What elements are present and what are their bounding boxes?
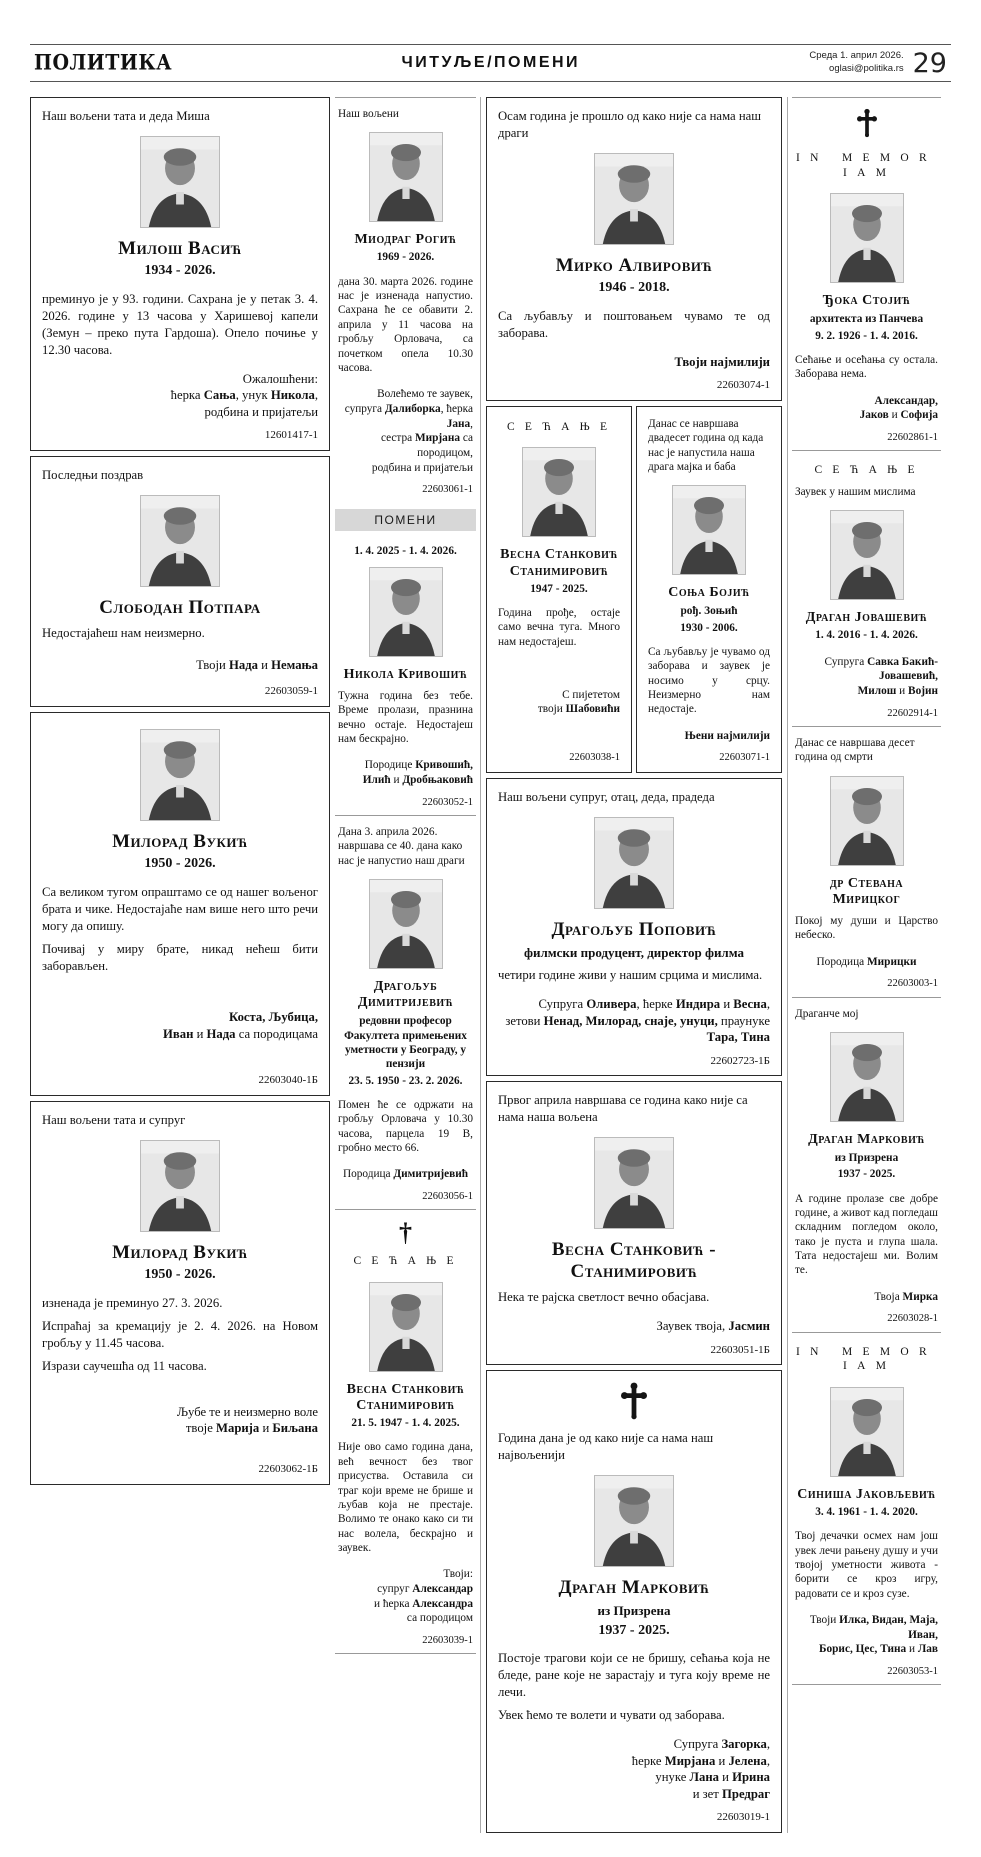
life-dates: 1946 - 2018.: [598, 279, 670, 295]
deceased-name: Соња Бојић: [668, 585, 750, 601]
obituary-column-4: [787, 97, 941, 1833]
notice-id: 22603056-1: [422, 1191, 473, 1203]
obituary-notice: [335, 1209, 476, 1654]
deceased-subtitle: рођ. Зоњић: [680, 605, 738, 618]
issue-date: Среда 1. април 2026.: [809, 50, 904, 62]
obituary-text: Тужна година без тебе. Време пролази, празнина вечно остаје. Недостајеш нам бескрајно.: [338, 689, 473, 746]
obituary-notice: [792, 997, 941, 1332]
notice-id: 22603062-1Б: [258, 1463, 318, 1476]
mourners-signature: С пијететом твоји Шабовићи: [537, 688, 620, 716]
portrait-photo: [522, 447, 596, 537]
obituary-notice: [486, 97, 782, 401]
mourners-signature: Породица Димитријевић: [342, 1168, 469, 1181]
portrait-photo: [594, 1137, 674, 1229]
deceased-subtitle: из Призрена: [834, 1152, 899, 1165]
obituary-notice: [792, 97, 941, 450]
section-label: I N M E M O R I A M: [796, 152, 937, 179]
portrait-photo: [140, 136, 220, 228]
portrait-photo: [672, 485, 746, 575]
portrait-photo: [830, 776, 904, 866]
portrait-photo: [369, 567, 443, 657]
portrait-photo: [369, 132, 443, 222]
deceased-name: др Стевана Мирицког: [829, 875, 904, 907]
obituary-notice: [636, 406, 782, 773]
obituary-pair-row: [486, 406, 782, 773]
life-dates: 1969 - 2026.: [376, 251, 435, 264]
life-dates: 1950 - 2026.: [144, 1266, 216, 1282]
life-dates: 1937 - 2025.: [837, 1168, 896, 1181]
notice-id: 22603051-1Б: [710, 1343, 770, 1356]
obituary-text: Са љубављу је чувамо од заборава и заувек је носимо у срцу. Неизмерно нам недостаје.: [648, 646, 770, 716]
obituary-text: Са великом тугом опраштамо се од нашег вољеног брата и чике. Недостајаће нам више него што речи могу да опишу. Почивај у миру брате, никад нећеш бити заборављен.: [42, 884, 318, 973]
cross-icon: [498, 1382, 770, 1425]
notice-id: 22603003-1: [887, 978, 938, 990]
notice-id: 22603053-1: [887, 1666, 938, 1678]
obituary-notice: [486, 778, 782, 1077]
obituary-notice: [30, 712, 330, 1096]
mourners-signature: Заувек твоја, Јасмин: [656, 1319, 770, 1334]
deceased-name: Синиша Јаковљевић: [797, 1486, 936, 1502]
header-meta-block: [809, 48, 947, 79]
notice-id: 22603061-1: [422, 484, 473, 496]
notice-id: 22603019-1: [716, 1811, 770, 1824]
mourners-signature: Твоји Нада и Немања: [196, 657, 318, 672]
mourners-signature: Њени најмилији: [684, 729, 770, 742]
deceased-name: Драган Јовашевић: [805, 610, 928, 626]
contact-email: oglasi@politika.rs: [829, 63, 904, 74]
dedication-intro: Данас се навршава двадесет година од када нас је напустила наша драга мајка и баба: [648, 417, 764, 473]
mourners-signature: Супруга Загорка, ћерке Мирјана и Јелена, унуке Лана и Ирина и зет Предраг: [631, 1737, 770, 1801]
obituary-text: Сећање и осећања су остала. Заборава нема.: [795, 353, 938, 381]
mourners-signature: Волећемо те заувек, супруга Далиборка, ћерка Јана, сестра Мирјана са породицом, родбина и пријатељи: [344, 388, 473, 474]
deceased-subtitle: из Призрена: [597, 1603, 671, 1619]
life-dates: 1. 4. 2016 - 1. 4. 2026.: [815, 629, 918, 642]
deceased-subtitle: редовни професор Факултета примењених уметности у Београду, у пензији: [344, 1015, 467, 1071]
dedication-intro: Последњи поздрав: [42, 467, 144, 482]
obituary-text: изненада је преминуо 27. 3. 2026. Испраћај за кремацију је 2. 4. 2026. на Новом гробљу у 11.45 часова. Изрази саучешћа од 11 часова.: [42, 1295, 318, 1373]
obituary-text: Помен ће се одржати на гробљу Орловача у 10.30 часова, парцела 19 В, гробно место 66.: [338, 1098, 473, 1154]
deceased-name: Ђока Стојић: [822, 293, 911, 309]
section-label: С Е Ћ А Њ Е: [506, 420, 612, 433]
dedication-intro: Дана 3. априла 2026. навршава се 40. дана како нас је напустио наш драги: [338, 826, 465, 867]
portrait-photo: [140, 1140, 220, 1232]
mourners-signature: Твоји: супруг Александар и ћерка Александра са породицом: [373, 1568, 473, 1625]
obituary-text: Није ово само година дана, већ вечност без твог присуства. Оставила си траг који време не брише и љубав која не престаје. Волимо те онако како си ти нас волела, бескрајно и заувек.: [338, 1441, 473, 1554]
deceased-name: Весна Станковић Станимировић: [346, 1381, 465, 1414]
obituary-notice: [335, 533, 476, 815]
dedication-intro: Заувек у нашим мислима: [795, 485, 916, 498]
dedication-intro: Наш вољени: [338, 108, 399, 120]
mourners-signature: Твоја Мирка: [874, 1290, 938, 1303]
obituary-text: Твој дечачки осмех нам још увек лечи рањену душу и учи твојој уметности живота - борити се кроз игру, радовати се и кроз сузе.: [795, 1530, 938, 1600]
dedication-intro: Наш вољени супруг, отац, деда, прадеда: [498, 789, 715, 804]
notice-id: 12601417-1: [264, 429, 318, 442]
obituary-column-1: [30, 97, 330, 1833]
notice-id: 22603074-1: [716, 379, 770, 392]
page-number: 29: [912, 47, 947, 79]
life-dates: 1950 - 2026.: [144, 855, 216, 871]
notice-id: 22603028-1: [887, 1313, 938, 1325]
obituary-notice: [792, 726, 941, 997]
mourners-signature: Супруга Савка Бакић-Јовашевић, Милош и Војин: [824, 655, 938, 698]
obituary-notice: [486, 1081, 782, 1365]
mourners-signature: Коста, Љубица, Иван и Нада са породицама: [163, 1010, 318, 1041]
mourners-signature: Ожалошћени: ћерка Сања, унук Никола, родбина и пријатељи: [170, 371, 318, 419]
dedication-intro: Првог априла навршава се година како није са нама наша вољена: [498, 1093, 748, 1125]
life-dates: 1947 - 2025.: [530, 582, 588, 595]
deceased-name: Никола Кривошић: [343, 666, 468, 682]
obituary-notice: [335, 815, 476, 1209]
portrait-photo: [140, 495, 220, 587]
obituary-text: дана 30. марта 2026. године нас је изненада напустио. Сахрана ће се обавити 2. априла у 11 часова на гробљу Орловача, са почетком опела 10.30 часова.: [338, 275, 473, 374]
obituary-notice: [335, 97, 476, 503]
deceased-name: Миодраг Рогић: [354, 232, 457, 248]
obituary-text: А године пролазе све добре године, а живот кад погледаш складним погледом около, тако је пуста и глупа шала. Тата недостајеш ми. Волим те.: [795, 1192, 939, 1277]
notice-id: 22603038-1: [569, 752, 620, 764]
mourners-signature: Породица Мирицки: [816, 955, 917, 968]
mourners-signature: Љубе те и неизмерно воле твоје Марија и Биљана: [176, 1404, 318, 1436]
obituary-notice: [30, 97, 330, 451]
cross-icon: †: [399, 1218, 412, 1248]
deceased-name: Весна Станковић - Станимировић: [551, 1239, 717, 1283]
dedication-intro: Наш вољени тата и супруг: [42, 1112, 186, 1127]
dedication-intro: Данас се навршава десет година од смрти: [795, 737, 915, 764]
life-dates: 1934 - 2026.: [144, 262, 216, 278]
deceased-name: Слободан Потпара: [99, 596, 261, 618]
pomeni-section-bar: ПОМЕНИ: [335, 509, 476, 531]
notice-id: 22602861-1: [887, 432, 938, 443]
notice-id: 22602723-1Б: [710, 1054, 770, 1067]
notice-id: 22603039-1: [422, 1634, 473, 1646]
obituary-text: Година прође, остаје само вечна туга. Много нам недостајеш.: [498, 607, 620, 648]
obituary-text: Постоје трагови који се не бришу, сећања која не бледе, ране које не зарастају и туга коју време не лечи. Увек ћемо те волети и чувати од заборава.: [498, 1651, 770, 1723]
mourners-signature: Супруга Оливера, ћерке Индира и Весна, зетови Ненад, Милорад, снаје, унуци, праунуке Тара, Тина: [505, 997, 770, 1045]
obituary-text: преминуо је у 93. години. Сахрана је у петак 3. 4. 2026. године у 13 часова у Харишевој капели (Земун – преко пута Гардоша). Опело почиње у 12.30 часова.: [42, 291, 318, 357]
mourners-signature: Породице Кривошић, Илић и Дробњаковић: [362, 759, 473, 787]
page-header: [30, 44, 951, 82]
page-title: ЧИТУЉЕ/ПОМЕНИ: [401, 54, 581, 71]
portrait-photo: [140, 729, 220, 821]
obituary-text: Недостајаћеш нам неизмерно.: [42, 625, 205, 640]
notice-id: 22602914-1: [887, 707, 938, 719]
notice-id: 22603071-1: [719, 752, 770, 764]
deceased-name: Милорад Вукић: [112, 830, 248, 852]
deceased-name: Драгољуб Димитријевић: [357, 979, 454, 1011]
obituary-text: Са љубављу и поштовањем чувамо те од заборава.: [498, 308, 770, 340]
cross-icon: [795, 108, 938, 143]
portrait-photo: [369, 1282, 443, 1372]
mourners-signature: Александар, Јаков и Софија: [859, 394, 938, 422]
obituary-grid: [30, 97, 951, 1833]
portrait-photo: [369, 879, 443, 969]
life-dates: 23. 5. 1950 - 23. 2. 2026.: [348, 1074, 463, 1087]
obituary-notice: [486, 406, 632, 773]
life-dates: 9. 2. 1926 - 1. 4. 2016.: [815, 329, 918, 342]
life-dates: 3. 4. 1961 - 1. 4. 2020.: [815, 1506, 918, 1519]
portrait-photo: [830, 1387, 904, 1477]
obituary-notice: [30, 1101, 330, 1485]
portrait-photo: [594, 1475, 674, 1567]
notice-id: 22603059-1: [264, 685, 318, 698]
deceased-name: Милорад Вукић: [112, 1241, 248, 1263]
deceased-name: Милош Васић: [118, 238, 242, 260]
obituary-column-2: [335, 97, 481, 1833]
dedication-intro: Година дана је од како није са нама наш највољенији: [498, 1431, 714, 1463]
portrait-photo: [830, 510, 904, 600]
obituary-text: четири године живи у нашим срцима и мислима.: [498, 968, 763, 983]
deceased-subtitle: архитекта из Панчева: [809, 313, 924, 326]
notice-id: 22603052-1: [422, 796, 473, 808]
obituary-column-3: [486, 97, 782, 1833]
deceased-name: Драган Марковић: [808, 1131, 925, 1147]
dedication-intro: Драганче мој: [795, 1007, 859, 1020]
obituary-text: Покој му души и Царство небеско.: [795, 914, 938, 942]
obituary-notice: [30, 456, 330, 707]
deceased-name: Мирко Алвировић: [555, 255, 713, 277]
mourners-signature: Твоји Илка, Видан, Маја, Иван, Борис, Цес, Тина и Лав: [809, 1614, 938, 1656]
masthead-logo: ПОЛИТИКА: [34, 50, 173, 76]
obituary-notice: [792, 450, 941, 726]
portrait-photo: [594, 153, 674, 245]
portrait-photo: [830, 1032, 904, 1122]
obituary-notice: [486, 1370, 782, 1833]
section-label: I N M E M O R I A M: [796, 1345, 937, 1373]
section-label: С Е Ћ А Њ Е: [814, 464, 919, 477]
obituary-text: Нека те рајска светлост вечно обасјава.: [498, 1290, 710, 1304]
dedication-intro: Осам година је прошло од како није са нама наш драги: [498, 109, 762, 141]
notice-id: 22603040-1Б: [258, 1074, 318, 1087]
life-dates: 21. 5. 1947 - 1. 4. 2025.: [351, 1417, 460, 1430]
portrait-photo: [594, 817, 674, 909]
mourners-signature: Твоји најмилији: [674, 354, 770, 369]
dedication-intro: Наш вољени тата и деда Миша: [42, 109, 210, 123]
life-dates: 1937 - 2025.: [598, 1622, 670, 1638]
memorial-dates: 1. 4. 2025 - 1. 4. 2026.: [354, 544, 457, 557]
life-dates: 1930 - 2006.: [680, 621, 738, 634]
portrait-photo: [830, 193, 904, 283]
deceased-name: Драгољуб Поповић: [551, 918, 717, 940]
section-label: С Е Ћ А Њ Е: [353, 1255, 458, 1268]
deceased-name: Весна Станковић Станимировић: [500, 547, 618, 579]
deceased-subtitle: филмски продуцент, директор филма: [523, 944, 744, 960]
obituary-notice: [792, 1332, 941, 1686]
deceased-name: Драган Марковић: [558, 1577, 710, 1599]
